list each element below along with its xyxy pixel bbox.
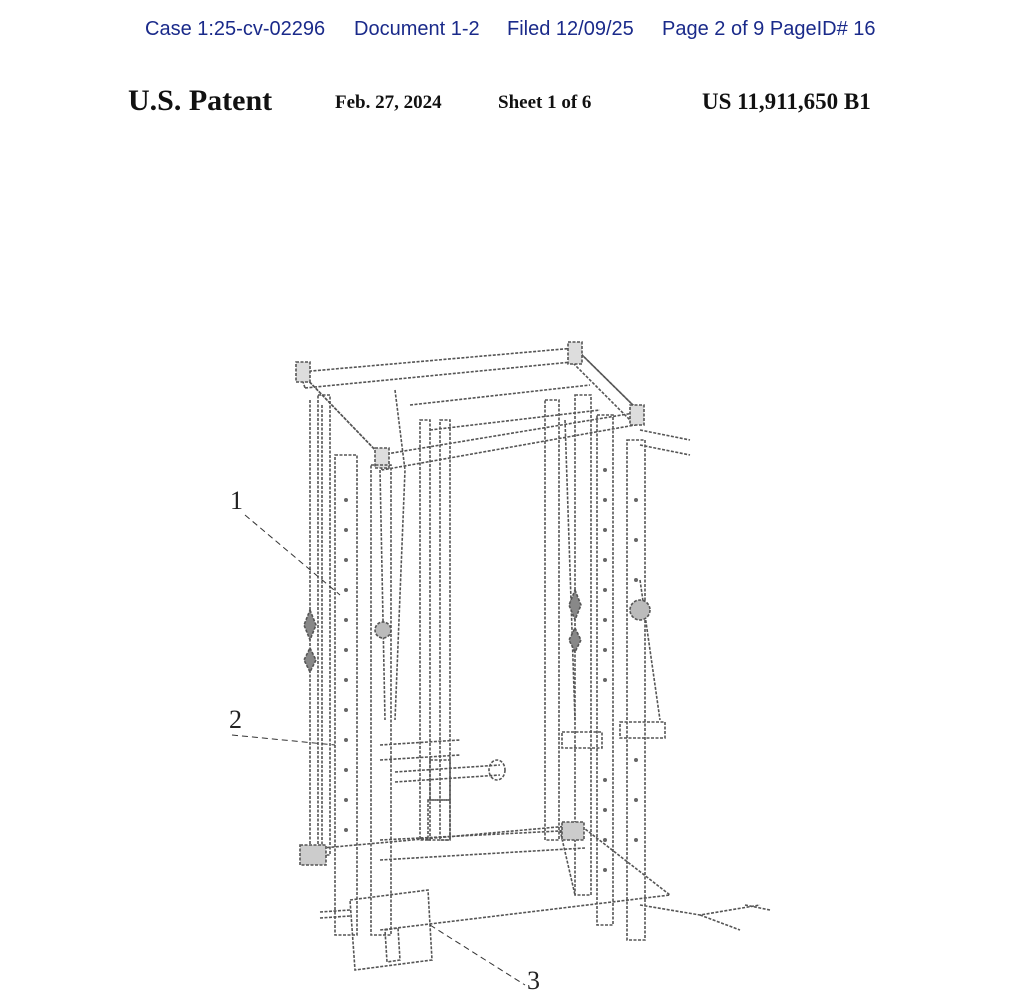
reference-numeral-2: 2: [229, 705, 242, 734]
document-number: Document 1-2: [354, 18, 480, 40]
reference-numeral-1: 1: [230, 486, 243, 515]
left-front-upright: [335, 455, 391, 935]
upright-holes: [344, 468, 638, 872]
filed-date: Filed 12/09/25: [507, 18, 634, 40]
top-frame: [296, 342, 690, 470]
foot-plate: [320, 890, 432, 970]
patent-date: Feb. 27, 2024: [335, 92, 442, 113]
leader-lines: [232, 515, 525, 985]
sheet-number: Sheet 1 of 6: [498, 92, 592, 113]
bar-attachment: [380, 722, 665, 840]
patent-number: US 11,911,650 B1: [702, 89, 871, 114]
right-uprights: [545, 395, 645, 940]
reference-numeral-3: 3: [527, 966, 540, 995]
patent-label: U.S. Patent: [128, 84, 273, 117]
case-number: Case 1:25-cv-02296: [145, 18, 326, 40]
page-id: Page 2 of 9 PageID# 16: [662, 18, 876, 40]
